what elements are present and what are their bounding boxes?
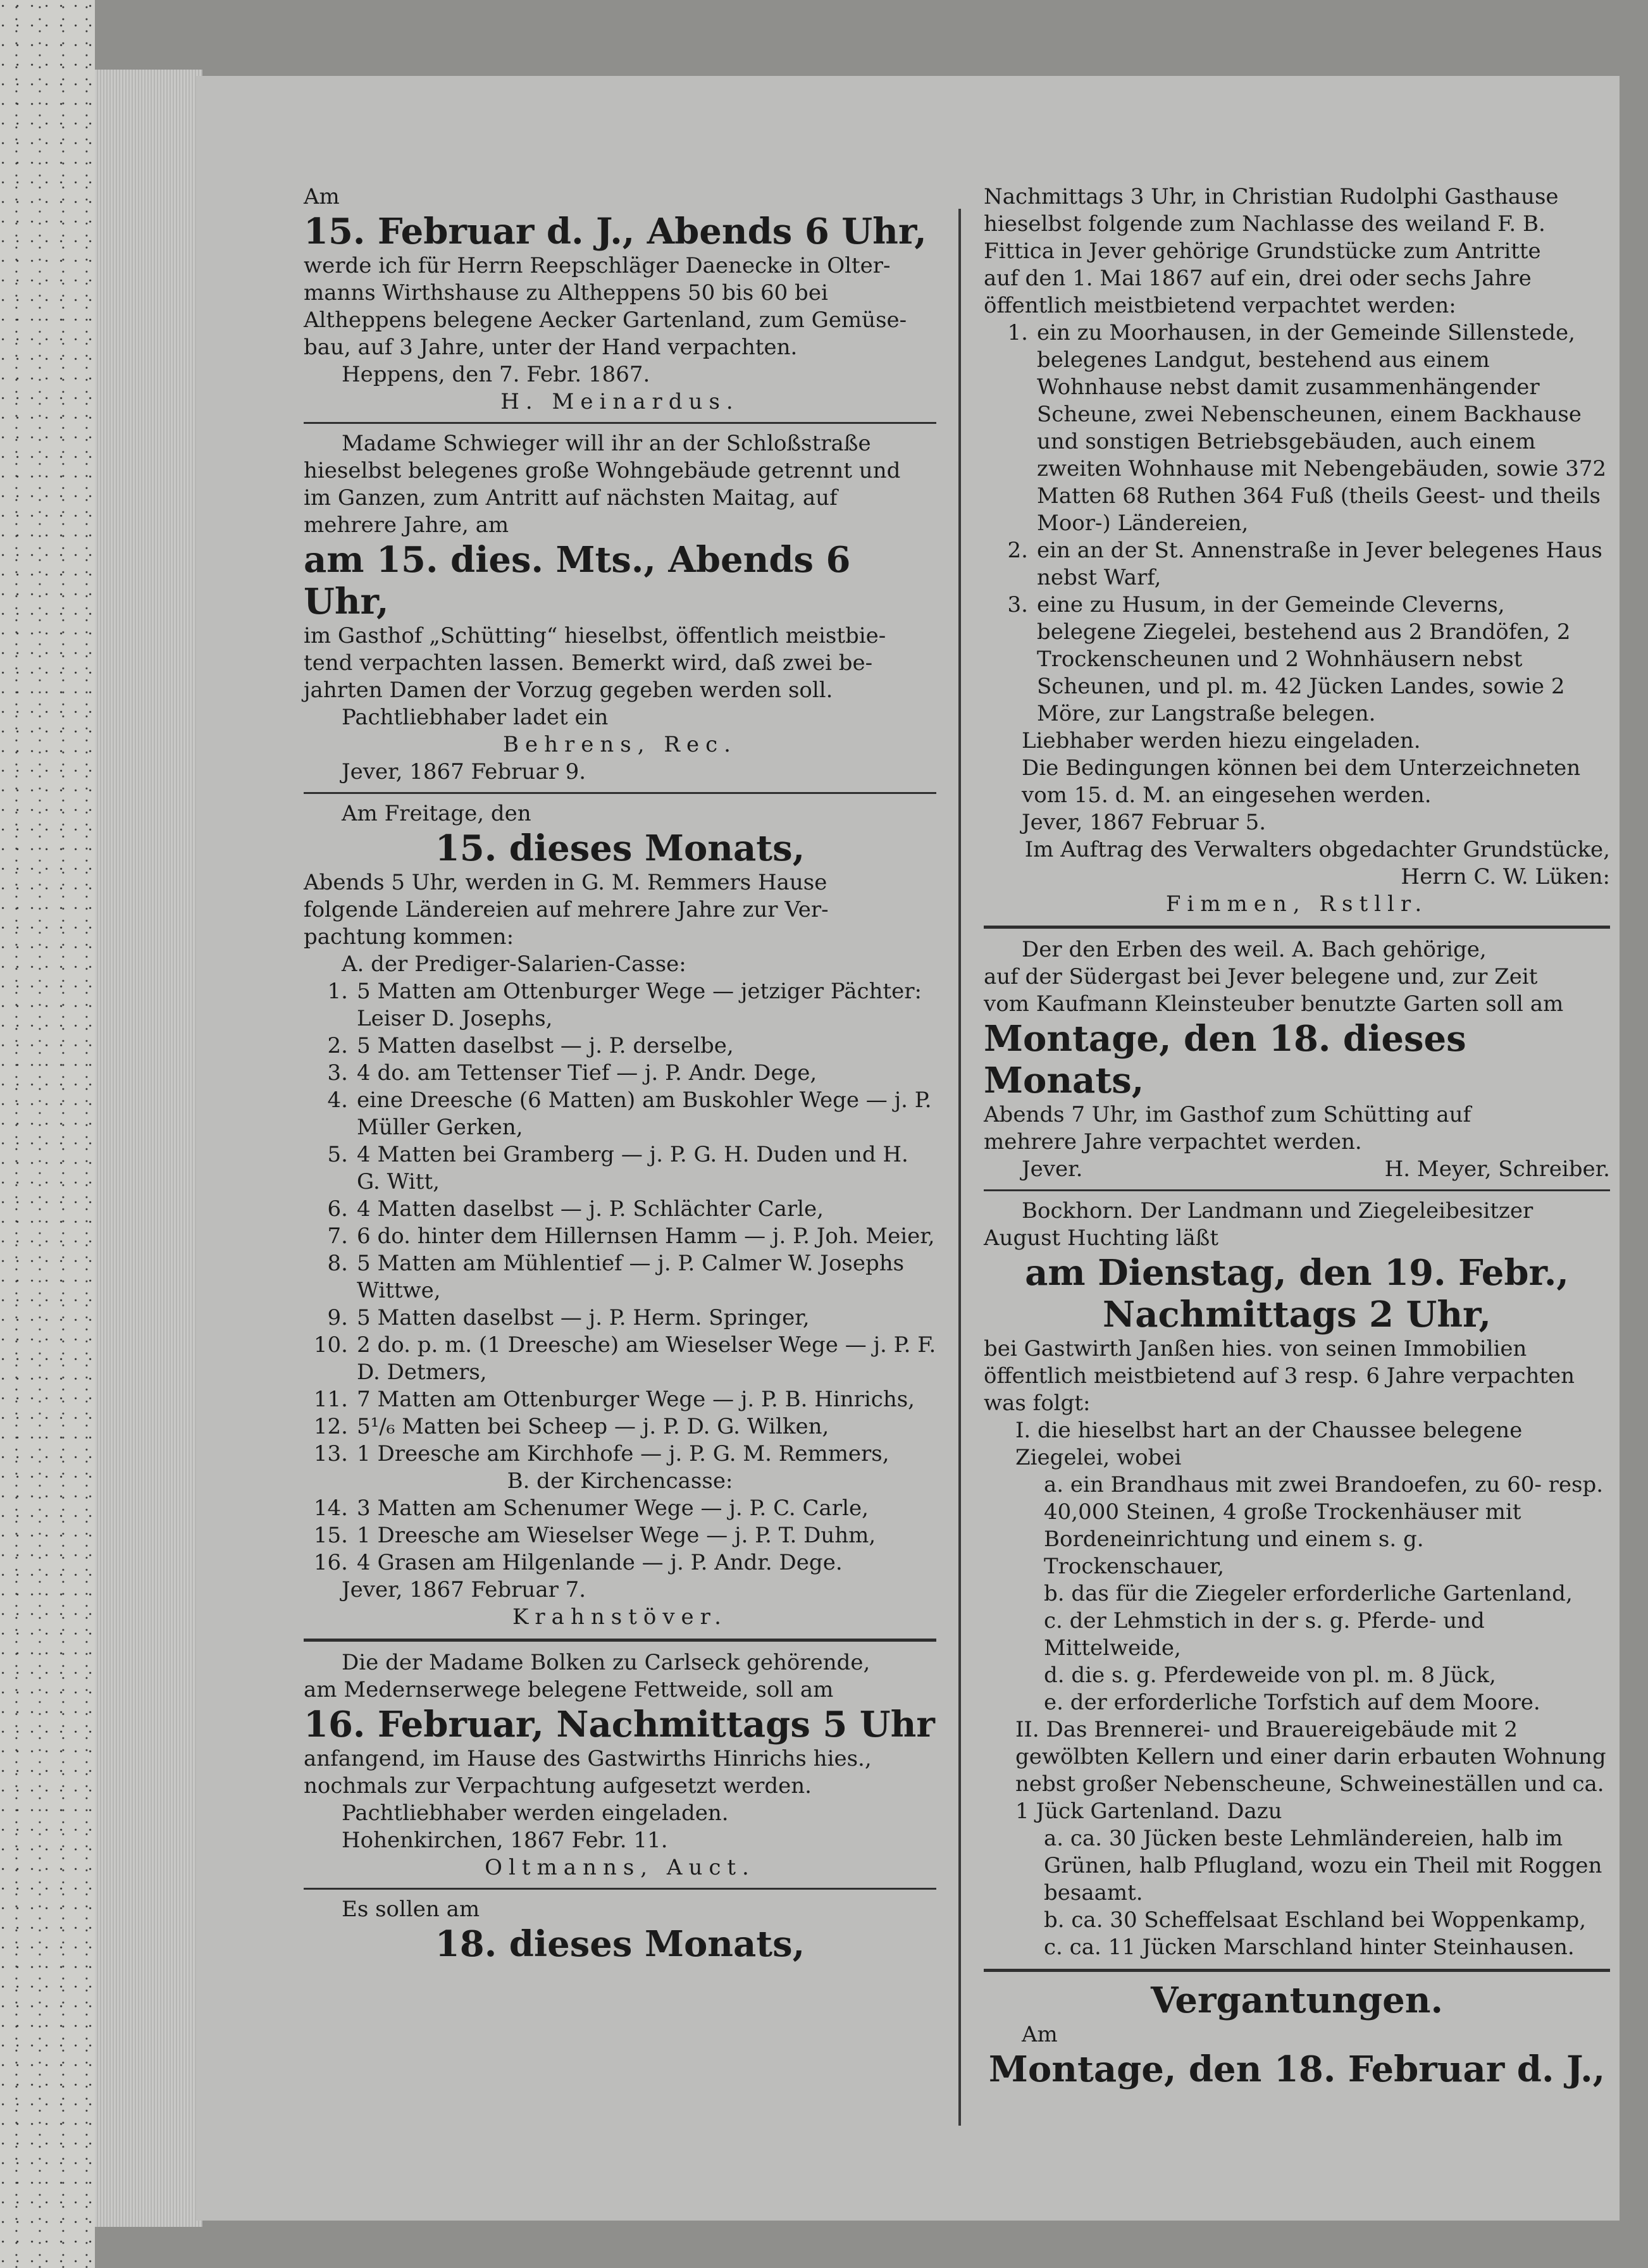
ad-authority: Im Auftrag des Verwalters obgedachter Grundstücke, Herrn C. W. Lüken: — [1024, 837, 1610, 889]
list-item — [984, 592, 1610, 728]
ad-line: was folgt: — [984, 1391, 1091, 1416]
ad-intro: Am — [1022, 2022, 1058, 2047]
ad-line: Die der Madame Bolken zu Carlseck gehörende, — [342, 1650, 870, 1675]
item-text: eine zu Husum, in der Gemeinde Cleverns, belegene Ziegelei, bestehend aus 2 Brandöfen, 2 Trockenscheunen und 2 Wohnhäusern nebst Scheunen, und pl. m. 42 Jücken Landes, sowie 2 Möre, zur Langstraße belegen. — [1037, 592, 1571, 726]
ad-line: Der den Erben des weil. A. Bach gehörige, — [1022, 937, 1487, 962]
sub-item: c. ca. 11 Jücken Marschland hinter Steinhausen. — [1044, 1935, 1575, 1960]
ad-line: auf der Südergast bei Jever belegene und, zur Zeit — [984, 964, 1538, 989]
ad-headline: 15. dieses Monats, — [435, 827, 805, 869]
item-text: eine Dreesche (6 Matten) am Buskohler Wege — j. P. Müller Gerken, — [357, 1088, 932, 1140]
item-number: 13. — [313, 1441, 348, 1466]
ad-place-date: Heppens, den 7. Febr. 1867. — [342, 362, 650, 387]
ad-18-monats — [304, 1896, 936, 1965]
ad-line: Madame Schwieger will ihr an der Schloßstraße — [342, 431, 871, 456]
divider — [304, 792, 936, 794]
ad-line: tend verpachten lassen. Bemerkt wird, daß zwei be- — [304, 650, 873, 676]
ad-line: nochmals zur Verpachtung aufgesetzt werden. — [304, 1773, 812, 1799]
list-item — [304, 978, 936, 1032]
list-item — [304, 1304, 936, 1332]
item-text: 7 Matten am Ottenburger Wege — j. P. B. Hinrichs, — [357, 1387, 915, 1412]
item-number: 10. — [313, 1332, 348, 1358]
section-heading: B. der Kirchencasse: — [507, 1468, 733, 1494]
sub-item: e. der erforderliche Torfstich auf dem Moore. — [1044, 1690, 1540, 1715]
divider — [304, 1639, 936, 1642]
ad-headline: Montage, den 18. Februar d. J., — [988, 2048, 1606, 2090]
land-list-a — [304, 978, 936, 1468]
list-item — [304, 1196, 936, 1223]
item-number: 12. — [313, 1414, 348, 1439]
item-text: 2 do. p. m. (1 Dreesche) am Wieselser Wege — j. P. F. D. Detmers, — [357, 1332, 936, 1385]
ad-headline: Nachmittags 2 Uhr, — [1103, 1294, 1491, 1335]
ad-invite: Liebhaber werden hiezu eingeladen. — [1022, 728, 1421, 753]
ad-line: im Ganzen, zum Antritt auf nächsten Maitag, auf — [304, 485, 838, 511]
item-text: 6 do. hinter dem Hillernsen Hamm — j. P. Joh. Meier, — [357, 1224, 935, 1249]
sub-item: b. das für die Ziegeler erforderliche Gartenland, — [1044, 1581, 1573, 1606]
item-number: 3. — [327, 1060, 348, 1086]
item-text: 1 Dreesche am Wieselser Wege — j. P. T. Duhm, — [357, 1523, 876, 1548]
item-number: 3. — [1007, 592, 1028, 617]
brennerei-sublist — [984, 1825, 1610, 1961]
ad-line: bau, auf 3 Jahre, unter der Hand verpachten. — [304, 335, 798, 360]
item-text: 5 Matten am Mühlentief — j. P. Calmer W. Josephs Wittwe, — [357, 1251, 905, 1303]
ad-line: folgende Ländereien auf mehrere Jahre zur Ver- — [304, 897, 829, 922]
ad-line: Bockhorn. Der Landmann und Ziegeleibesitzer — [1022, 1198, 1533, 1224]
list-item — [304, 1441, 936, 1468]
list-item — [984, 319, 1610, 537]
ziegelei-sublist — [984, 1472, 1610, 1716]
ad-date: Jever, 1867 Februar 9. — [342, 759, 586, 784]
divider — [984, 1189, 1610, 1191]
ad-item-roman: I. die hieselbst hart an der Chaussee belegene Ziegelei, wobei — [1015, 1418, 1523, 1470]
ad-footer — [984, 1156, 1610, 1183]
ad-signature: H. Meinardus. — [500, 389, 740, 414]
list-item — [304, 1032, 936, 1060]
property-list — [984, 319, 1610, 728]
ad-invite: Pachtliebhaber werden eingeladen. — [342, 1800, 729, 1826]
item-number: 8. — [327, 1251, 348, 1276]
ad-date: Jever, 1867 Februar 5. — [1022, 810, 1267, 835]
ad-signature: H. Meyer, Schreiber. — [1384, 1156, 1610, 1182]
ad-line: anfangend, im Hause des Gastwirths Hinrichs hies., — [304, 1746, 872, 1771]
item-number: 1. — [1007, 320, 1028, 345]
ad-intro: Am — [304, 184, 340, 209]
left-column — [304, 183, 936, 1965]
ad-line: bei Gastwirth Janßen hies. von seinen Immobilien — [984, 1336, 1527, 1361]
right-column — [984, 183, 1610, 2090]
ad-line: Altheppens belegene Aecker Gartenland, zum Gemüse- — [304, 307, 907, 333]
ad-line: auf den 1. Mai 1867 auf ein, drei oder sechs Jahre — [984, 266, 1532, 291]
ad-line: hieselbst folgende zum Nachlasse des weiland F. B. — [984, 211, 1546, 237]
sub-item: a. ein Brandhaus mit zwei Brandoefen, zu 60- resp. 40,000 Steinen, 4 große Trockenhäuser mit Bordeneinrichtung und einem s. g. Trockenschauer, — [1044, 1472, 1604, 1579]
ad-headline: am 15. dies. Mts., Abends 6 Uhr, — [304, 539, 851, 623]
list-item — [304, 1223, 936, 1250]
list-item — [304, 1332, 936, 1386]
ad-signature: Oltmanns, Auct. — [485, 1855, 755, 1880]
item-number: 15. — [313, 1523, 348, 1548]
ad-line: hieselbst belegenes große Wohngebäude getrennt und — [304, 458, 901, 483]
ad-headline: 15. Februar d. J., Abends 6 Uhr, — [304, 211, 927, 252]
item-number: 4. — [327, 1088, 348, 1113]
ad-intro: Am Freitage, den — [342, 801, 531, 826]
ad-line: im Gasthof „Schütting“ hieselbst, öffentlich meistbie- — [304, 623, 886, 648]
ad-line: August Huchting läßt — [984, 1225, 1219, 1251]
ad-signature: Fimmen, Rstllr. — [1165, 891, 1428, 917]
ad-bach-garden — [984, 936, 1610, 1183]
ad-headline: Montage, den 18. dieses Monats, — [984, 1018, 1466, 1101]
ad-headline: 16. Februar, Nachmittags 5 Uhr — [304, 1704, 935, 1745]
list-item — [304, 1087, 936, 1141]
item-number: 1. — [327, 979, 348, 1004]
item-text: 4 Grasen am Hilgenlande — j. P. Andr. Dege. — [357, 1550, 843, 1575]
sub-item: d. die s. g. Pferdeweide von pl. m. 8 Jück, — [1044, 1663, 1496, 1688]
ad-bolken — [304, 1649, 936, 1881]
ad-line: Abends 5 Uhr, werden in G. M. Remmers Hause — [304, 870, 827, 895]
list-item — [984, 537, 1610, 592]
item-number: 14. — [313, 1496, 348, 1521]
list-item — [304, 1250, 936, 1304]
section-heading: A. der Prediger-Salarien-Casse: — [342, 951, 686, 977]
sub-item: b. ca. 30 Scheffelsaat Eschland bei Woppenkamp, — [1044, 1907, 1587, 1933]
ad-signature: Behrens, Rec. — [503, 732, 737, 757]
ad-intro: Es sollen am — [342, 1897, 480, 1922]
item-number: 2. — [1007, 538, 1028, 563]
ad-line: werde ich für Herrn Reepschläger Daenecke in Olter- — [304, 253, 891, 278]
item-text: 1 Dreesche am Kirchhofe — j. P. G. M. Remmers, — [357, 1441, 889, 1466]
book-page-edges — [95, 70, 202, 2227]
ad-schwieger — [304, 430, 936, 786]
item-text: 4 Matten daselbst — j. P. Schlächter Carle, — [357, 1196, 824, 1222]
ad-line: öffentlich meistbietend verpachtet werden: — [984, 293, 1456, 318]
ad-signature: Krahnstöver. — [512, 1604, 728, 1630]
ad-line: mehrere Jahre verpachtet werden. — [984, 1129, 1362, 1155]
item-number: 7. — [327, 1224, 348, 1249]
item-text: 4 do. am Tettenser Tief — j. P. Andr. Dege, — [357, 1060, 817, 1086]
ad-item-roman: II. Das Brennerei- und Brauereigebäude mit 2 gewölbten Kellern und einer darin erbauten Wohnung nebst großer Nebenscheune, Schweineställen und ca. 1 Jück Gartenland. Dazu — [1015, 1717, 1606, 1824]
ad-huchting — [984, 1198, 1610, 1961]
item-number: 16. — [313, 1550, 348, 1575]
section-title-vergantungen: Vergantungen. — [1151, 1980, 1443, 2021]
item-text: 3 Matten am Schenumer Wege — j. P. C. Carle, — [357, 1496, 869, 1521]
sub-item: a. ca. 30 Jücken beste Lehmländereien, halb im Grünen, halb Pflugland, wozu ein Theil mit Roggen besaamt. — [1044, 1826, 1602, 1905]
item-text: ein zu Moorhausen, in der Gemeinde Sillenstede, belegenes Landgut, bestehend aus einem Wohnhause nebst damit zusammenhängender Scheune, zwei Nebenscheunen, einem Backhause und sonstigen Betriebsgebäuden, auch einem zweiten Wohnhause mit Nebengebäuden, sowie 372 Matten 68 Ruthen 364 Fuß (theils Geest- und theils Moor-) Ländereien, — [1037, 320, 1607, 536]
ad-line: manns Wirthshause zu Altheppens 50 bis 60 bei — [304, 280, 828, 306]
ad-date: Jever, 1867 Februar 7. — [342, 1577, 586, 1602]
item-number: 5. — [327, 1142, 348, 1167]
divider — [984, 926, 1610, 929]
ad-line: jahrten Damen der Vorzug gegeben werden soll. — [304, 678, 833, 703]
ad-line: öffentlich meistbietend auf 3 resp. 6 Jahre verpachten — [984, 1363, 1575, 1389]
ad-conditions: Die Bedingungen können bei dem Unterzeichneten vom 15. d. M. an eingesehen werden. — [1022, 755, 1581, 808]
ad-headline: 18. dieses Monats, — [435, 1923, 805, 1965]
item-text: 5¹/₆ Matten bei Scheep — j. P. D. G. Wilken, — [357, 1414, 829, 1439]
ad-krahnstoever — [304, 800, 936, 1631]
ad-line: pachtung kommen: — [304, 924, 514, 950]
item-number: 2. — [327, 1033, 348, 1058]
ad-line: Nachmittags 3 Uhr, in Christian Rudolphi Gasthause — [984, 184, 1559, 209]
ad-date: Hohenkirchen, 1867 Febr. 11. — [342, 1828, 668, 1853]
item-text: 4 Matten bei Gramberg — j. P. G. H. Duden und H. G. Witt, — [357, 1142, 908, 1194]
list-item — [304, 1549, 936, 1577]
divider — [304, 1888, 936, 1890]
divider — [984, 1969, 1610, 1972]
scanner-background — [0, 0, 95, 2268]
divider — [304, 422, 936, 424]
ad-headline: am Dienstag, den 19. Febr., — [1025, 1252, 1569, 1294]
item-text: ein an der St. Annenstraße in Jever belegenes Haus nebst Warf, — [1037, 538, 1602, 590]
ad-place: Jever. — [1022, 1156, 1083, 1182]
ad-vergantung — [984, 2021, 1610, 2090]
ad-fittica — [984, 183, 1610, 918]
item-text: 5 Matten daselbst — j. P. derselbe, — [357, 1033, 734, 1058]
list-item — [304, 1495, 936, 1522]
ad-meinardus — [304, 183, 936, 416]
item-number: 6. — [327, 1196, 348, 1222]
ad-line: vom Kaufmann Kleinsteuber benutzte Garten soll am — [984, 991, 1564, 1017]
item-number: 9. — [327, 1305, 348, 1330]
ad-line: Fittica in Jever gehörige Grundstücke zum Antritte — [984, 239, 1541, 264]
item-text: 5 Matten am Ottenburger Wege — jetziger Pächter: Leiser D. Josephs, — [357, 979, 922, 1031]
land-list-b — [304, 1495, 936, 1577]
ad-line: mehrere Jahre, am — [304, 512, 509, 538]
sub-item: c. der Lehmstich in der s. g. Pferde- und Mittelweide, — [1044, 1608, 1485, 1661]
list-item — [304, 1386, 936, 1413]
column-divider — [958, 209, 961, 2126]
list-item — [304, 1413, 936, 1441]
ad-invite: Pachtliebhaber ladet ein — [342, 705, 609, 730]
item-text: 5 Matten daselbst — j. P. Herm. Springer, — [357, 1305, 810, 1330]
ad-line: am Medernserwege belegene Fettweide, soll am — [304, 1677, 834, 1702]
list-item — [304, 1141, 936, 1196]
ad-line: Abends 7 Uhr, im Gasthof zum Schütting auf — [984, 1102, 1471, 1127]
item-number: 11. — [313, 1387, 348, 1412]
list-item — [304, 1060, 936, 1087]
list-item — [304, 1522, 936, 1549]
